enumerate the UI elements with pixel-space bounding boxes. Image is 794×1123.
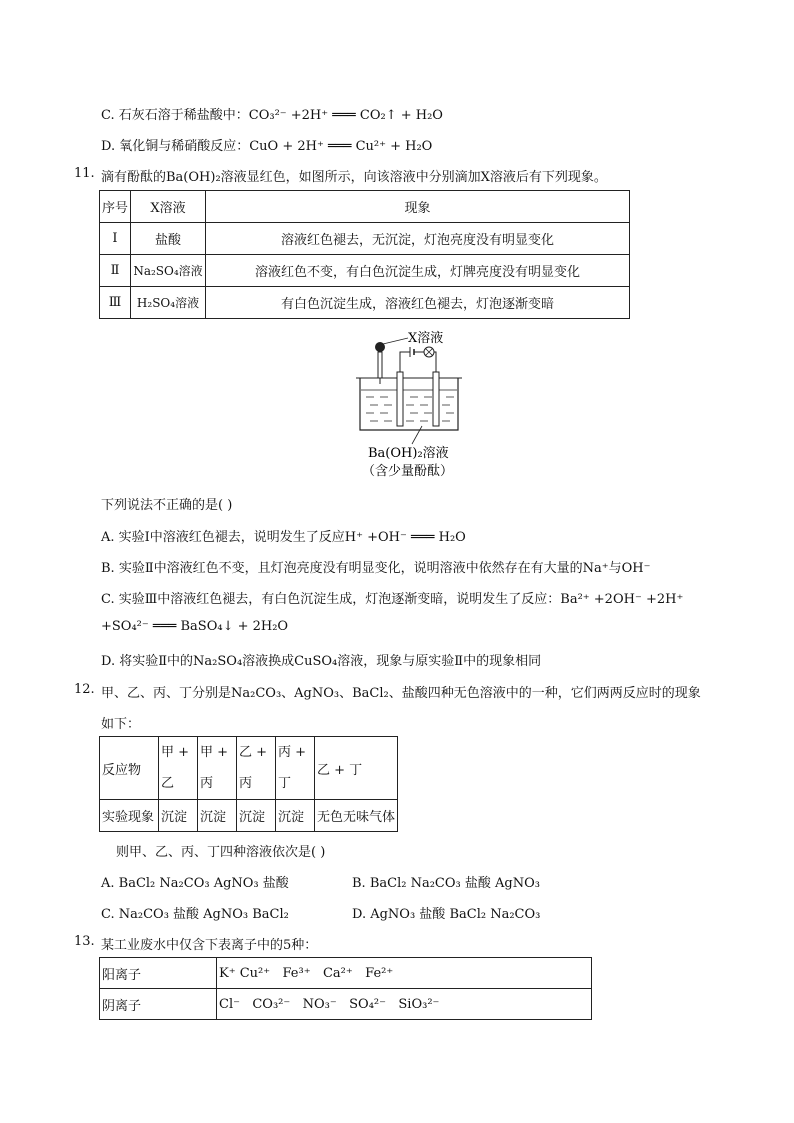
table-cell: Cl⁻ CO₃²⁻ NO₃⁻ SO₄²⁻ SiO₃²⁻ [217, 989, 592, 1020]
q11-question: 下列说法不正确的是( ) [101, 498, 233, 513]
table-row [100, 800, 398, 832]
question-11-stem: 滴有酚酞的Ba(OH)₂溶液显红色，如图所示，向该溶液中分别滴加X溶液后有下列现象。 [101, 170, 607, 185]
prev-option-d: D. 氧化铜与稀硝酸反应：CuO + 2H⁺ ═══ Cu²⁺ + H₂O [101, 139, 433, 154]
table-row [100, 223, 630, 255]
q11-header-phenomenon: 现象 [206, 191, 630, 223]
left-electrode [397, 372, 403, 426]
q11-header-no: 序号 [100, 191, 131, 223]
question-11-number: 11. [74, 166, 95, 181]
q11-header-x: X溶液 [131, 191, 206, 223]
liquid-dashes [366, 397, 454, 421]
q11-table [99, 190, 630, 319]
table-cell: Ⅲ [100, 287, 131, 319]
table-cell: 沉淀 [276, 800, 315, 832]
q11-option-b: B. 实验Ⅱ中溶液红色不变，且灯泡亮度没有明显变化，说明溶液中依然存在有大量的Na⁺与OH⁻ [101, 561, 651, 576]
q12-option-a: A. BaCl₂ Na₂CO₃ AgNO₃ 盐酸 [101, 876, 289, 891]
table-cell: 溶液红色不变，有白色沉淀生成，灯牌亮度没有明显变化 [206, 255, 630, 287]
q11-option-a: A. 实验Ⅰ中溶液红色褪去，说明发生了反应H⁺ +OH⁻ ═══ H₂O [101, 530, 466, 545]
table-row [100, 287, 630, 319]
solution-label: Ba(OH)₂溶液 [368, 446, 449, 461]
q12-table [99, 736, 398, 832]
table-cell: 丙 + 丁 [276, 737, 315, 800]
dropper-icon [378, 352, 382, 378]
table-cell: 沉淀 [159, 800, 198, 832]
table-cell: 有白色沉淀生成，溶液红色褪去，灯泡逐渐变暗 [206, 287, 630, 319]
question-12-number: 12. [74, 682, 95, 697]
prev-option-c: C. 石灰石溶于稀盐酸中：CO₃²⁻ +2H⁺ ═══ CO₂↑ + H₂O [101, 108, 443, 123]
table-cell: 乙 + 丙 [237, 737, 276, 800]
table-cell: K⁺ Cu²⁺ Fe³⁺ Ca²⁺ Fe²⁺ [217, 958, 592, 989]
table-cell: 沉淀 [237, 800, 276, 832]
solution-note: （含少量酚酞） [362, 464, 454, 479]
table-cell: Ⅰ [100, 223, 131, 255]
q12-option-d: D. AgNO₃ 盐酸 BaCl₂ Na₂CO₃ [352, 907, 541, 922]
question-12-stem-cont: 如下： [101, 717, 141, 732]
table-cell: 盐酸 [131, 223, 206, 255]
table-cell: 甲 + 乙 [159, 737, 198, 800]
table-cell: Ⅱ [100, 255, 131, 287]
q11-option-c: C. 实验Ⅲ中溶液红色褪去，有白色沉淀生成，灯泡逐渐变暗，说明发生了反应：Ba²⁺ +2OH⁻ +2H⁺ [101, 592, 684, 607]
q13-table [99, 957, 592, 1020]
x-solution-label: X溶液 [408, 331, 444, 346]
apparatus-figure [350, 330, 480, 480]
table-cell: H₂SO₄溶液 [131, 287, 206, 319]
table-row [100, 958, 592, 989]
table-cell: 沉淀 [198, 800, 237, 832]
right-electrode [433, 372, 439, 426]
table-cell: 阴离子 [100, 989, 217, 1020]
question-12-stem: 甲、乙、丙、丁分别是Na₂CO₃、AgNO₃、BaCl₂、盐酸四种无色溶液中的一种，它们两两反应时的现象 [101, 686, 701, 701]
q12-row-label: 实验现象 [100, 800, 159, 832]
table-cell: 无色无味气体 [315, 800, 398, 832]
q12-option-c: C. Na₂CO₃ 盐酸 AgNO₃ BaCl₂ [101, 907, 289, 922]
question-13-stem: 某工业废水中仅含下表离子中的5种： [101, 938, 318, 953]
beaker [360, 378, 458, 430]
table-cell: Na₂SO₄溶液 [131, 255, 206, 287]
table-row [100, 989, 592, 1020]
q12-question: 则甲、乙、丙、丁四种溶液依次是( ) [116, 845, 326, 860]
table-cell: 乙 + 丁 [315, 737, 398, 800]
table-cell: 阳离子 [100, 958, 217, 989]
question-13-number: 13. [74, 934, 95, 949]
q11-option-d: D. 将实验Ⅱ中的Na₂SO₄溶液换成CuSO₄溶液，现象与原实验Ⅱ中的现象相同 [101, 654, 542, 669]
table-cell: 甲 + 丙 [198, 737, 237, 800]
q12-option-b: B. BaCl₂ Na₂CO₃ 盐酸 AgNO₃ [352, 876, 540, 891]
table-cell: 溶液红色褪去，无沉淀，灯泡亮度没有明显变化 [206, 223, 630, 255]
q11-option-c-cont: +SO₄²⁻ ═══ BaSO₄↓ + 2H₂O [101, 619, 289, 634]
q12-row-label: 反应物 [100, 737, 159, 800]
table-row [100, 255, 630, 287]
